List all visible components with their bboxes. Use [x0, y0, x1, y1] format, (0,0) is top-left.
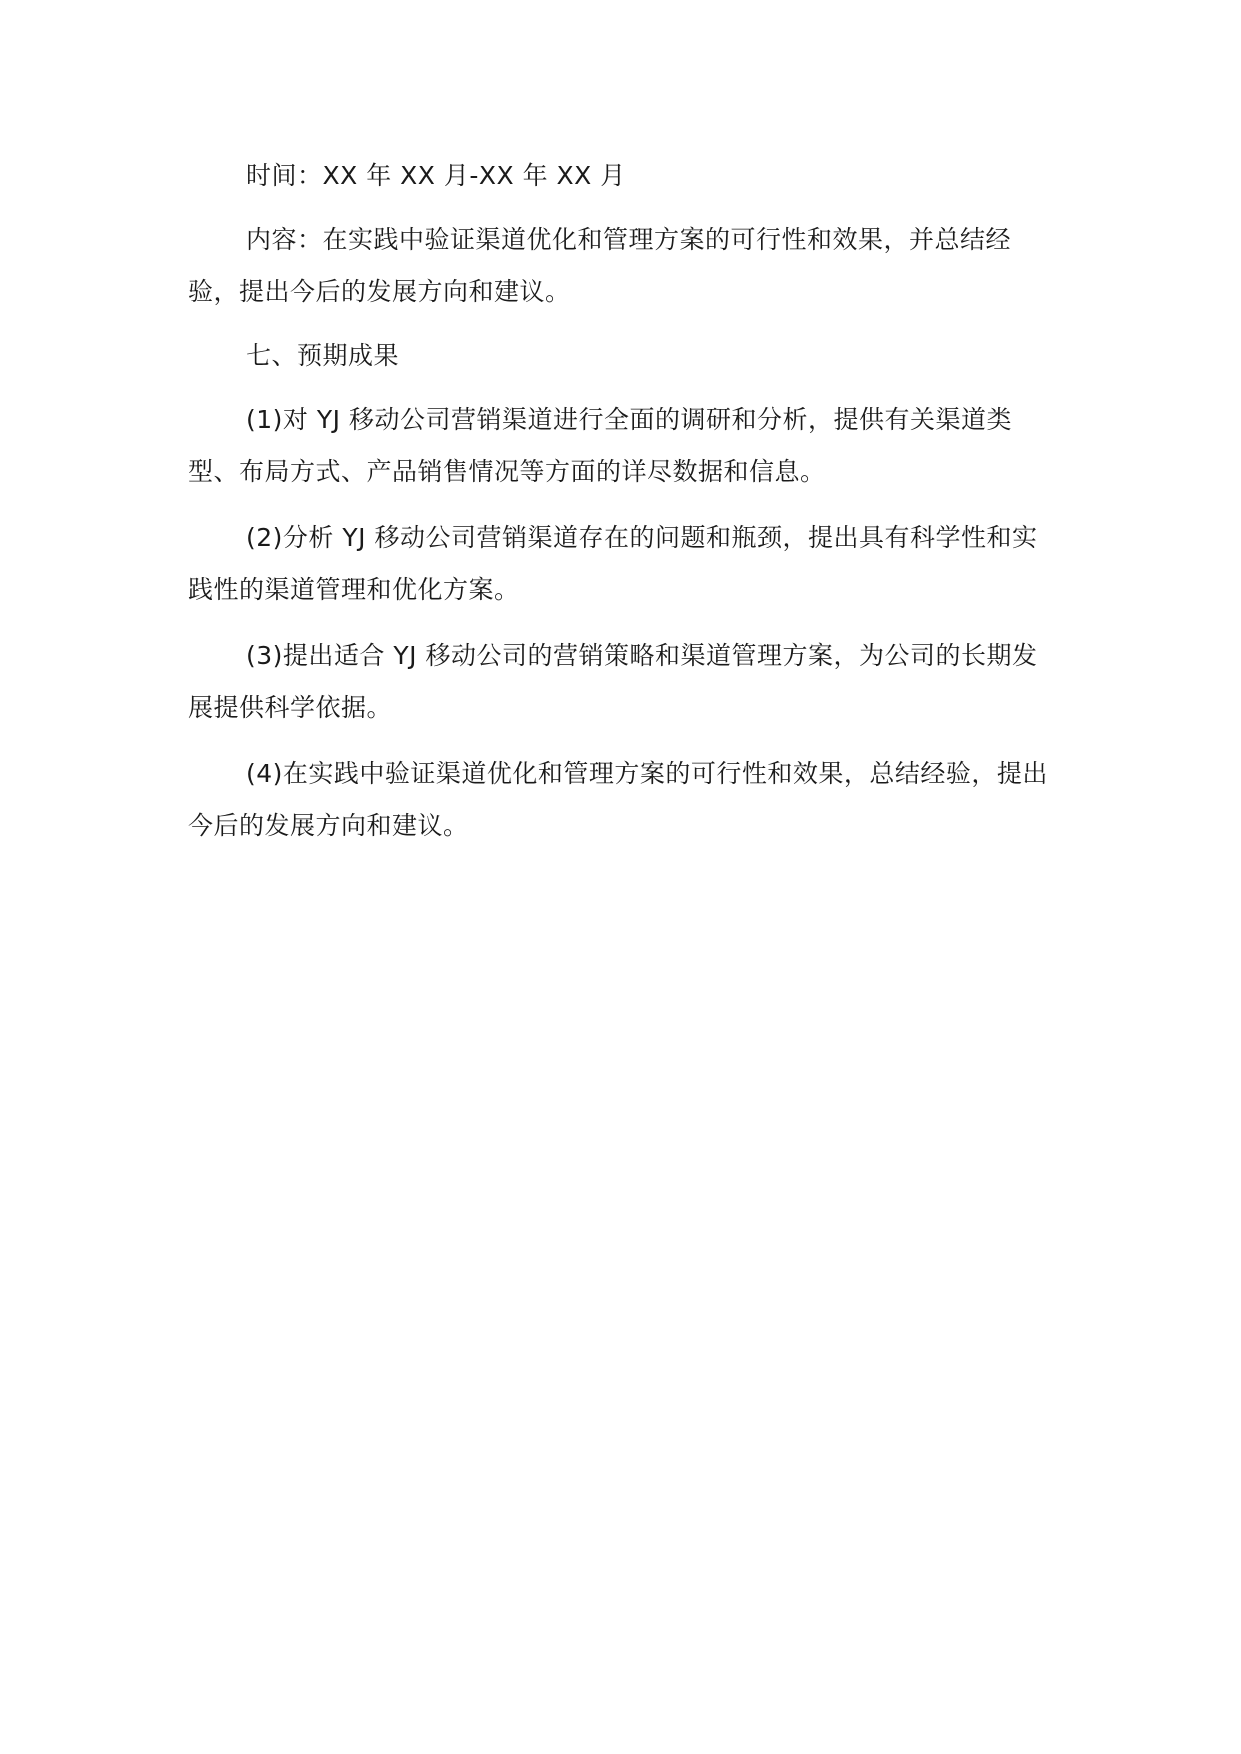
result-item-3: (3)提出适合 YJ 移动公司的营销策略和渠道管理方案，为公司的长期发展提供科学依据。 [188, 641, 1038, 722]
section-heading-expected-results: 七、预期成果 [246, 341, 400, 370]
result-item-1: (1)对 YJ 移动公司营销渠道进行全面的调研和分析，提供有关渠道类型、布局方式、产品销售情况等方面的详尽数据和信息。 [188, 405, 1012, 486]
result-item-2: (2)分析 YJ 移动公司营销渠道存在的问题和瓶颈，提出具有科学性和实践性的渠道管理和优化方案。 [188, 523, 1038, 604]
result-item-4: (4)在实践中验证渠道优化和管理方案的可行性和效果，总结经验，提出今后的发展方向和建议。 [188, 759, 1048, 840]
document-body [188, 150, 1060, 852]
time-paragraph: 时间：XX 年 XX 月-XX 年 XX 月 [246, 161, 626, 190]
content-paragraph: 内容：在实践中验证渠道优化和管理方案的可行性和效果，并总结经验，提出今后的发展方向和建议。 [188, 225, 1012, 306]
